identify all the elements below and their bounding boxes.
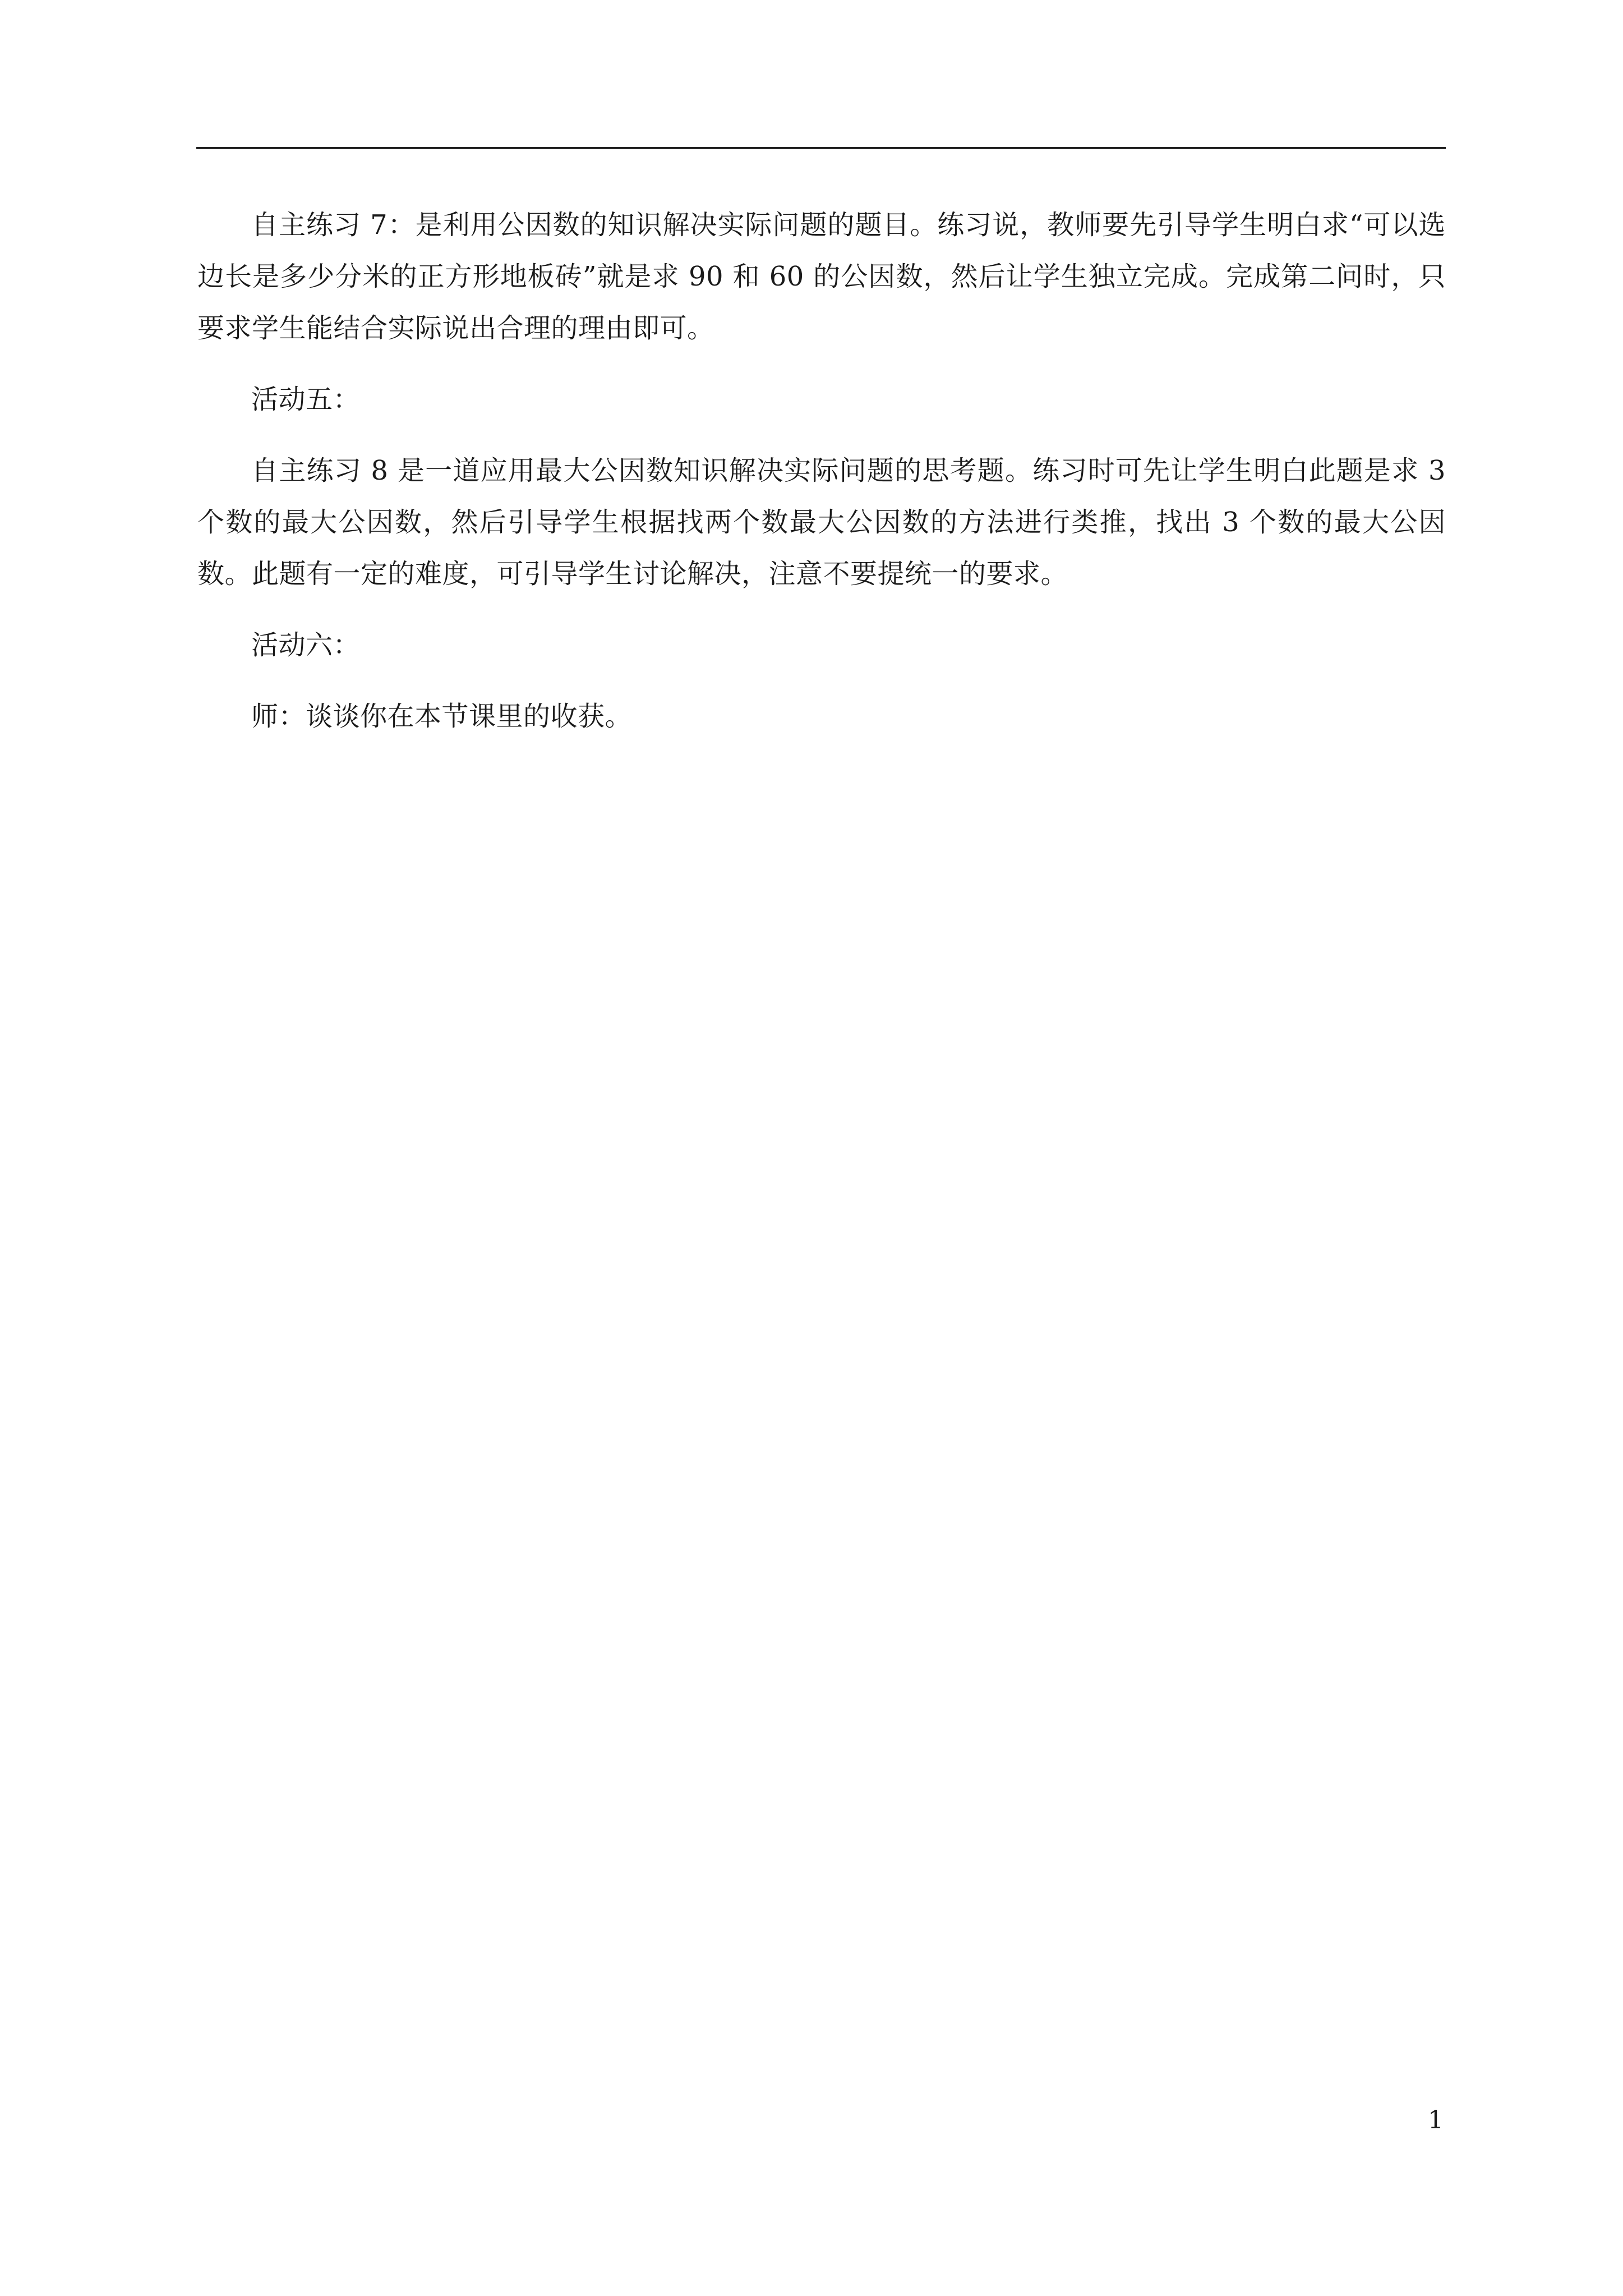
paragraph-practice-8: 自主练习 8 是一道应用最大公因数知识解决实际问题的思考题。练习时可先让学生明白此题是求 3 个数的最大公因数，然后引导学生根据找两个数最大公因数的方法进行类推，找出 3 个数的最大公因数。此题有一定的难度，可引导学生讨论解决，注意不要提统一的要求。: [197, 455, 1446, 590]
heading-activity-5: 活动五：: [251, 384, 361, 415]
paragraph-teacher-prompt: 师：谈谈你在本节课里的收获。: [251, 701, 633, 732]
header-rule: [196, 147, 1446, 149]
paragraph-practice-7: 自主练习 7：是利用公因数的知识解决实际问题的题目。练习说，教师要先引导学生明白求“可以选边长是多少分米的正方形地板砖”就是求 90 和 60 的公因数，然后让学生独立完成。完成第二问时，只要求学生能结合实际说出合理的理由即可。: [197, 209, 1446, 344]
heading-activity-6: 活动六：: [251, 629, 361, 661]
page-number: 1: [1428, 2106, 1444, 2134]
document-body: [197, 199, 1446, 742]
